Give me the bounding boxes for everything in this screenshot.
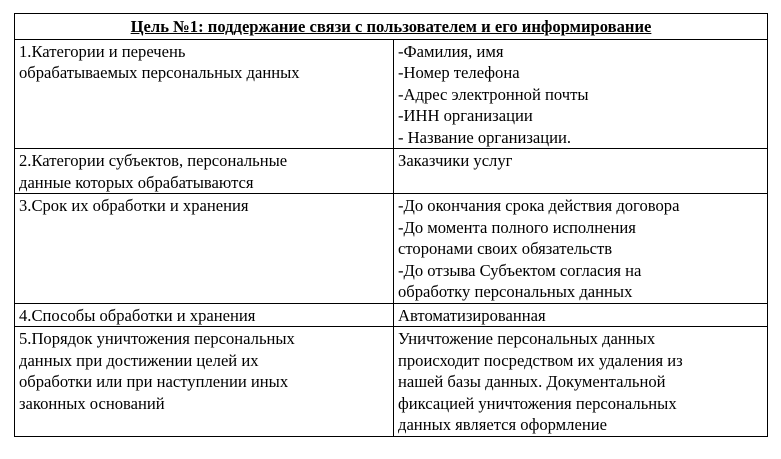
row-2-value: Заказчики услуг (394, 149, 768, 194)
table-row (15, 39, 768, 149)
table-title: Цель №1: поддержание связи с пользователем и его информирование (15, 14, 768, 40)
row-4-value: Автоматизированная (394, 303, 768, 327)
purpose-table (14, 13, 768, 437)
row-1-label: 1.Категории и перечень обрабатываемых персональных данных (15, 39, 394, 149)
row-1-value: -Фамилия, имя -Номер телефона -Адрес электронной почты -ИНН организации - Название организации. (394, 39, 768, 149)
row-3-label: 3.Срок их обработки и хранения (15, 194, 394, 304)
document (14, 13, 767, 437)
row-5-value: Уничтожение персональных данных происходит посредством их удаления из нашей базы данных. Документальной фиксацией уничтожения персональных данных является оформление (394, 327, 768, 437)
row-3-value: -До окончания срока действия договора -До момента полного исполнения сторонами своих обязательств -До отзыва Субъектом согласия на обработку персональных данных (394, 194, 768, 304)
row-5-label: 5.Порядок уничтожения персональных данных при достижении целей их обработки или при наступлении иных законных оснований (15, 327, 394, 437)
table-header-row (15, 14, 768, 40)
row-2-label: 2.Категории субъектов, персональные данные которых обрабатываются (15, 149, 394, 194)
table-row (15, 194, 768, 304)
table-row (15, 149, 768, 194)
row-4-label: 4.Способы обработки и хранения (15, 303, 394, 327)
table-row (15, 327, 768, 437)
table-row (15, 303, 768, 327)
